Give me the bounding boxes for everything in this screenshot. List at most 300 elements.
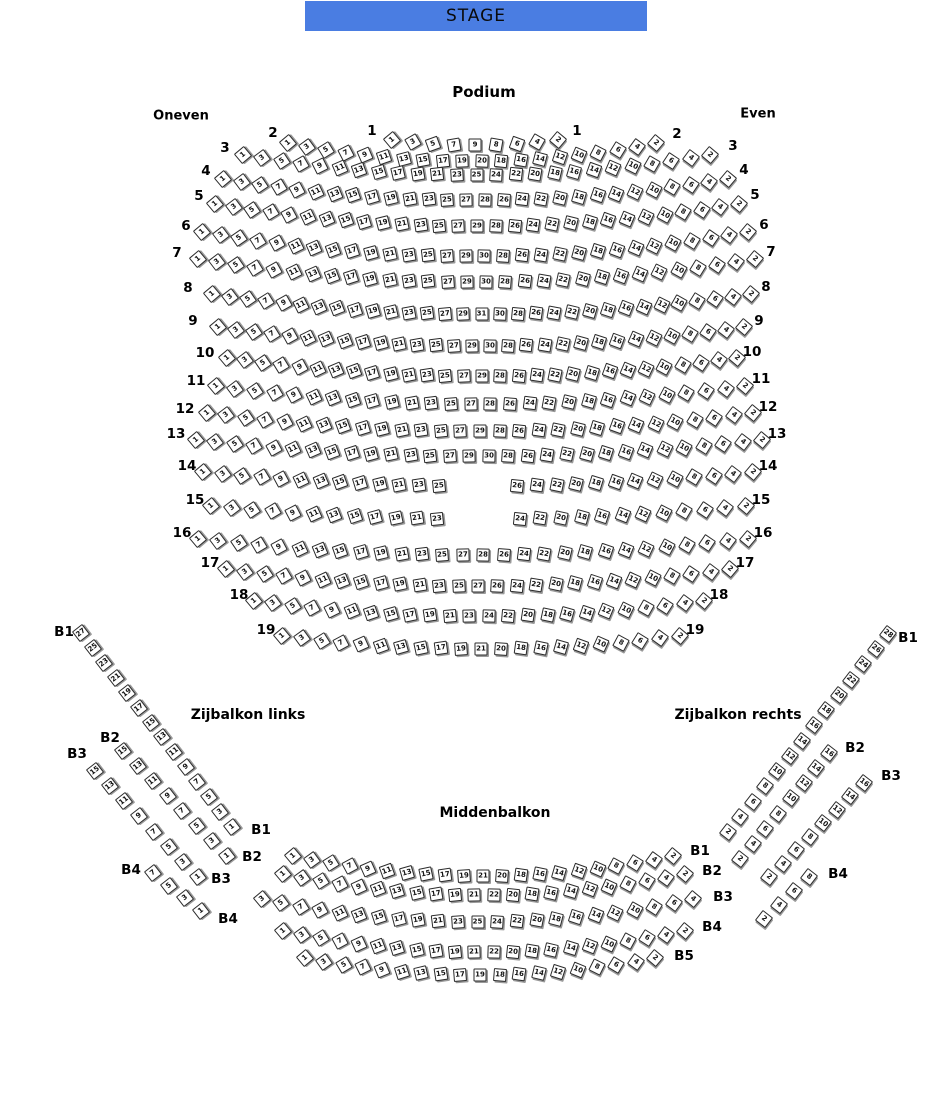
seat-podium-6-19[interactable] (363, 245, 379, 261)
seat-zijbalkon-links-B3-1[interactable] (189, 868, 207, 886)
seat-podium-17-11[interactable] (314, 571, 331, 588)
seat-podium-3-15[interactable] (371, 163, 387, 179)
seat-podium-17-12[interactable] (625, 571, 642, 588)
seat-podium-9-23[interactable] (410, 337, 425, 352)
seat-middenbalkon-B2-7[interactable] (331, 875, 349, 893)
seat-zijbalkon-rechts-B1-8[interactable] (756, 777, 774, 795)
seat-podium-7-22[interactable] (556, 272, 571, 287)
seat-podium-17-23[interactable] (432, 578, 446, 592)
seat-zijbalkon-rechts-B1-18[interactable] (817, 701, 835, 719)
seat-podium-13-8[interactable] (695, 437, 713, 455)
seat-podium-9-15[interactable] (336, 333, 353, 350)
seat-podium-4-23[interactable] (421, 192, 436, 207)
seat-podium-7-18[interactable] (594, 269, 610, 285)
seat-podium-7-28[interactable] (498, 275, 512, 289)
seat-podium-11-26[interactable] (503, 397, 517, 411)
seat-podium-3-21[interactable] (430, 167, 444, 181)
seat-podium-2-8[interactable] (590, 144, 608, 162)
seat-podium-17-14[interactable] (606, 573, 623, 590)
seat-middenbalkon-B4-9[interactable] (350, 935, 367, 952)
seat-podium-5-7[interactable] (262, 203, 280, 221)
seat-podium-3-25[interactable] (470, 169, 483, 182)
seat-podium-4-20[interactable] (552, 190, 568, 206)
seat-middenbalkon-B4-1[interactable] (274, 922, 292, 940)
seat-podium-6-27[interactable] (440, 249, 454, 263)
seat-podium-6-21[interactable] (382, 246, 397, 261)
seat-zijbalkon-rechts-B1-6[interactable] (743, 792, 761, 810)
seat-podium-19-20[interactable] (494, 642, 508, 656)
seat-zijbalkon-links-B3-9[interactable] (130, 807, 148, 825)
seat-podium-9-6[interactable] (699, 323, 717, 341)
seat-podium-9-16[interactable] (609, 333, 626, 350)
seat-middenbalkon-B3-12[interactable] (607, 904, 624, 921)
seat-podium-11-10[interactable] (658, 386, 676, 404)
seat-zijbalkon-links-B1-21[interactable] (107, 669, 125, 687)
seat-zijbalkon-links-B2-3[interactable] (203, 832, 221, 850)
seat-zijbalkon-rechts-B1-16[interactable] (805, 716, 823, 734)
seat-podium-7-11[interactable] (285, 263, 302, 280)
seat-middenbalkon-B2-5[interactable] (312, 872, 330, 890)
seat-podium-6-28[interactable] (496, 249, 510, 263)
seat-podium-16-18[interactable] (577, 544, 593, 560)
seat-middenbalkon-B3-11[interactable] (331, 904, 348, 921)
seat-podium-11-21[interactable] (404, 395, 419, 410)
seat-podium-6-20[interactable] (571, 245, 587, 261)
seat-podium-8-13[interactable] (311, 298, 328, 315)
seat-middenbalkon-B5-10[interactable] (569, 961, 586, 978)
seat-podium-16-21[interactable] (394, 546, 409, 561)
seat-podium-2-14[interactable] (532, 151, 548, 167)
seat-podium-1-5[interactable] (425, 135, 442, 152)
seat-podium-14-18[interactable] (588, 475, 604, 491)
seat-zijbalkon-rechts-B1-26[interactable] (867, 640, 885, 658)
seat-podium-13-10[interactable] (675, 439, 693, 457)
seat-podium-6-7[interactable] (249, 232, 267, 250)
seat-podium-8-15[interactable] (329, 300, 346, 317)
seat-middenbalkon-B3-18[interactable] (548, 911, 564, 927)
seat-podium-7-15[interactable] (324, 267, 341, 284)
seat-podium-16-28[interactable] (477, 548, 490, 561)
seat-podium-14-25[interactable] (432, 479, 446, 493)
seat-podium-15-11[interactable] (305, 505, 322, 522)
seat-podium-15-20[interactable] (553, 510, 568, 525)
seat-podium-17-24[interactable] (510, 578, 524, 592)
seat-middenbalkon-B4-8[interactable] (619, 932, 637, 950)
seat-podium-14-24[interactable] (530, 478, 545, 493)
seat-middenbalkon-B4-13[interactable] (389, 940, 405, 956)
seat-zijbalkon-links-B2-9[interactable] (158, 787, 176, 805)
seat-podium-6-3[interactable] (212, 226, 230, 244)
seat-podium-12-24[interactable] (531, 423, 546, 438)
seat-podium-13-30[interactable] (482, 449, 495, 462)
seat-podium-15-5[interactable] (243, 501, 261, 519)
seat-podium-5-12[interactable] (637, 208, 654, 225)
seat-podium-5-19[interactable] (375, 215, 391, 231)
seat-podium-13-7[interactable] (245, 437, 263, 455)
seat-podium-3-4[interactable] (682, 149, 700, 167)
seat-podium-4-25[interactable] (440, 193, 454, 207)
seat-middenbalkon-B4-20[interactable] (506, 944, 520, 958)
seat-podium-12-10[interactable] (666, 413, 684, 431)
seat-podium-14-9[interactable] (273, 470, 291, 488)
seat-middenbalkon-B2-8[interactable] (619, 875, 637, 893)
seat-podium-17-18[interactable] (567, 575, 583, 591)
seat-podium-12-23[interactable] (414, 423, 429, 438)
seat-podium-16-20[interactable] (557, 545, 573, 561)
seat-podium-6-10[interactable] (664, 235, 682, 253)
seat-podium-16-10[interactable] (658, 538, 676, 556)
seat-podium-4-19[interactable] (383, 190, 399, 206)
seat-podium-18-11[interactable] (343, 603, 360, 620)
seat-podium-18-14[interactable] (579, 604, 596, 621)
seat-zijbalkon-rechts-B2-12[interactable] (794, 774, 812, 792)
seat-middenbalkon-B1-18[interactable] (514, 868, 529, 883)
seat-podium-2-15[interactable] (416, 152, 431, 167)
seat-podium-1-1[interactable] (383, 131, 401, 149)
seat-middenbalkon-B5-19[interactable] (474, 969, 487, 982)
seat-podium-4-3[interactable] (232, 173, 250, 191)
seat-podium-19-11[interactable] (373, 637, 390, 654)
seat-podium-15-23[interactable] (430, 512, 444, 526)
seat-podium-4-16[interactable] (589, 187, 606, 204)
seat-middenbalkon-B4-11[interactable] (370, 938, 387, 955)
seat-middenbalkon-B5-18[interactable] (493, 968, 507, 982)
seat-middenbalkon-B2-15[interactable] (409, 885, 425, 901)
seat-podium-17-21[interactable] (412, 578, 427, 593)
seat-middenbalkon-B5-5[interactable] (335, 956, 353, 974)
seat-middenbalkon-B1-1[interactable] (284, 847, 302, 865)
seat-podium-17-8[interactable] (663, 567, 681, 585)
seat-podium-6-15[interactable] (325, 241, 342, 258)
seat-podium-3-17[interactable] (391, 165, 407, 181)
seat-podium-3-16[interactable] (566, 163, 582, 179)
seat-podium-13-21[interactable] (383, 447, 398, 462)
seat-podium-19-1[interactable] (273, 627, 291, 645)
seat-podium-4-15[interactable] (345, 187, 362, 204)
seat-podium-9-21[interactable] (391, 336, 406, 351)
seat-zijbalkon-rechts-B1-22[interactable] (842, 671, 860, 689)
seat-zijbalkon-rechts-B3-8[interactable] (801, 828, 819, 846)
seat-podium-10-25[interactable] (438, 369, 452, 383)
seat-podium-16-6[interactable] (698, 534, 716, 552)
seat-podium-10-11[interactable] (309, 360, 326, 377)
seat-podium-12-12[interactable] (647, 415, 664, 432)
seat-podium-19-3[interactable] (293, 629, 311, 647)
seat-podium-12-15[interactable] (335, 418, 352, 435)
seat-podium-16-8[interactable] (678, 536, 696, 554)
seat-podium-14-19[interactable] (372, 476, 388, 492)
seat-zijbalkon-rechts-B4-2[interactable] (755, 910, 773, 928)
seat-podium-4-10[interactable] (645, 181, 663, 199)
seat-podium-13-28[interactable] (501, 449, 515, 463)
seat-middenbalkon-B3-14[interactable] (587, 907, 604, 924)
seat-podium-6-12[interactable] (646, 237, 663, 254)
seat-podium-13-11[interactable] (285, 440, 302, 457)
seat-middenbalkon-B2-4[interactable] (657, 869, 675, 887)
seat-podium-18-7[interactable] (304, 599, 322, 617)
seat-zijbalkon-rechts-B4-8[interactable] (800, 868, 818, 886)
seat-middenbalkon-B5-1[interactable] (296, 949, 314, 967)
seat-podium-8-27[interactable] (438, 307, 452, 321)
seat-podium-12-1[interactable] (198, 404, 216, 422)
seat-podium-11-23[interactable] (424, 396, 439, 411)
seat-podium-10-26[interactable] (511, 369, 525, 383)
seat-podium-11-14[interactable] (619, 390, 636, 407)
seat-zijbalkon-links-B4-5[interactable] (160, 877, 178, 895)
seat-podium-8-6[interactable] (706, 290, 724, 308)
seat-middenbalkon-B2-17[interactable] (428, 886, 443, 901)
seat-podium-11-9[interactable] (285, 386, 303, 404)
seat-podium-6-14[interactable] (627, 239, 644, 256)
seat-podium-12-11[interactable] (296, 415, 313, 432)
seat-podium-19-4[interactable] (651, 629, 669, 647)
seat-podium-9-12[interactable] (645, 329, 662, 346)
seat-podium-2-17[interactable] (436, 153, 450, 167)
seat-podium-14-1[interactable] (194, 463, 212, 481)
seat-podium-3-7[interactable] (292, 155, 310, 173)
seat-podium-13-12[interactable] (656, 440, 673, 457)
seat-middenbalkon-B5-12[interactable] (550, 963, 566, 979)
seat-podium-5-4[interactable] (711, 198, 729, 216)
seat-podium-6-6[interactable] (702, 229, 720, 247)
seat-podium-16-25[interactable] (435, 548, 449, 562)
seat-podium-14-22[interactable] (549, 477, 564, 492)
seat-podium-5-21[interactable] (394, 217, 409, 232)
seat-podium-10-17[interactable] (364, 365, 380, 381)
seat-middenbalkon-B4-5[interactable] (312, 929, 330, 947)
seat-podium-16-14[interactable] (618, 542, 635, 559)
seat-podium-18-8[interactable] (637, 599, 655, 617)
seat-podium-4-5[interactable] (251, 176, 269, 194)
seat-podium-13-4[interactable] (733, 433, 751, 451)
seat-podium-19-15[interactable] (413, 640, 428, 655)
seat-podium-9-19[interactable] (373, 335, 389, 351)
seat-podium-18-24[interactable] (482, 609, 495, 622)
seat-middenbalkon-B2-2[interactable] (676, 865, 694, 883)
seat-podium-7-12[interactable] (651, 263, 668, 280)
seat-podium-11-24[interactable] (522, 396, 537, 411)
seat-podium-6-2[interactable] (739, 223, 757, 241)
seat-podium-5-26[interactable] (507, 218, 521, 232)
seat-middenbalkon-B1-10[interactable] (589, 860, 606, 877)
seat-podium-12-6[interactable] (705, 409, 723, 427)
seat-podium-5-10[interactable] (656, 206, 674, 224)
seat-podium-15-3[interactable] (222, 499, 240, 517)
seat-middenbalkon-B4-12[interactable] (581, 938, 598, 955)
seat-middenbalkon-B3-16[interactable] (568, 909, 584, 925)
seat-podium-18-23[interactable] (462, 609, 475, 622)
seat-zijbalkon-links-B3-5[interactable] (159, 838, 177, 856)
seat-podium-12-14[interactable] (628, 417, 645, 434)
seat-zijbalkon-links-B1-11[interactable] (165, 743, 183, 761)
seat-podium-19-17[interactable] (434, 641, 449, 656)
seat-podium-6-29[interactable] (459, 249, 472, 262)
seat-podium-12-13[interactable] (315, 417, 332, 434)
seat-zijbalkon-links-B1-13[interactable] (153, 728, 171, 746)
seat-podium-9-18[interactable] (591, 334, 607, 350)
seat-podium-3-1[interactable] (234, 146, 252, 164)
seat-podium-8-10[interactable] (671, 294, 689, 312)
seat-podium-10-12[interactable] (638, 360, 655, 377)
seat-podium-7-6[interactable] (708, 256, 726, 274)
seat-podium-10-20[interactable] (565, 366, 581, 382)
seat-podium-5-16[interactable] (600, 212, 617, 229)
seat-podium-7-19[interactable] (362, 271, 378, 287)
seat-podium-3-14[interactable] (585, 162, 602, 179)
seat-podium-8-20[interactable] (582, 303, 598, 319)
seat-podium-10-28[interactable] (493, 369, 507, 383)
seat-zijbalkon-rechts-B2-4[interactable] (744, 835, 762, 853)
seat-podium-9-13[interactable] (318, 331, 335, 348)
seat-podium-4-8[interactable] (663, 178, 681, 196)
seat-podium-13-9[interactable] (265, 439, 283, 457)
seat-zijbalkon-links-B1-25[interactable] (83, 639, 101, 657)
seat-podium-9-9[interactable] (281, 327, 299, 345)
seat-podium-3-18[interactable] (547, 165, 563, 181)
seat-middenbalkon-B2-10[interactable] (600, 878, 617, 895)
seat-podium-13-15[interactable] (324, 443, 341, 460)
seat-podium-9-8[interactable] (681, 325, 699, 343)
seat-podium-9-4[interactable] (717, 320, 735, 338)
seat-podium-7-5[interactable] (227, 256, 245, 274)
seat-podium-8-24[interactable] (546, 305, 561, 320)
seat-podium-11-18[interactable] (580, 393, 596, 409)
seat-middenbalkon-B4-3[interactable] (293, 926, 311, 944)
seat-podium-3-23[interactable] (450, 168, 464, 182)
seat-podium-15-13[interactable] (326, 507, 343, 524)
seat-podium-5-24[interactable] (526, 218, 541, 233)
seat-podium-10-27[interactable] (457, 369, 471, 383)
seat-podium-13-23[interactable] (403, 448, 418, 463)
seat-podium-5-29[interactable] (471, 220, 484, 233)
seat-podium-16-15[interactable] (332, 543, 349, 560)
seat-podium-10-24[interactable] (529, 368, 544, 383)
seat-podium-1-6[interactable] (508, 135, 525, 152)
seat-podium-8-28[interactable] (510, 307, 524, 321)
seat-podium-12-17[interactable] (355, 420, 371, 436)
seat-podium-13-1[interactable] (187, 431, 205, 449)
seat-zijbalkon-links-B3-3[interactable] (174, 853, 192, 871)
seat-middenbalkon-B2-21[interactable] (468, 888, 481, 901)
seat-podium-2-20[interactable] (475, 154, 488, 167)
seat-zijbalkon-rechts-B3-16[interactable] (855, 774, 873, 792)
seat-podium-7-10[interactable] (670, 261, 688, 279)
seat-podium-7-14[interactable] (632, 266, 649, 283)
seat-podium-4-14[interactable] (608, 185, 625, 202)
seat-podium-8-5[interactable] (239, 290, 257, 308)
seat-podium-6-16[interactable] (608, 241, 625, 258)
seat-podium-13-3[interactable] (206, 433, 224, 451)
seat-podium-11-11[interactable] (305, 388, 322, 405)
seat-zijbalkon-links-B1-1[interactable] (223, 818, 241, 836)
seat-podium-19-18[interactable] (514, 641, 529, 656)
seat-podium-11-19[interactable] (384, 394, 400, 410)
seat-podium-6-9[interactable] (268, 235, 286, 253)
seat-podium-11-27[interactable] (464, 397, 477, 410)
seat-podium-12-29[interactable] (474, 425, 487, 438)
seat-podium-12-5[interactable] (237, 409, 255, 427)
seat-podium-14-11[interactable] (292, 472, 309, 489)
seat-podium-16-26[interactable] (497, 548, 511, 562)
seat-podium-17-15[interactable] (353, 574, 369, 590)
seat-middenbalkon-B3-24[interactable] (490, 915, 504, 929)
seat-podium-4-24[interactable] (515, 192, 530, 207)
seat-podium-12-4[interactable] (724, 406, 742, 424)
seat-podium-14-5[interactable] (233, 467, 251, 485)
seat-podium-6-17[interactable] (344, 243, 360, 259)
seat-podium-7-25[interactable] (421, 274, 435, 288)
seat-podium-15-8[interactable] (675, 502, 693, 520)
seat-zijbalkon-rechts-B2-2[interactable] (731, 850, 749, 868)
seat-podium-17-1[interactable] (217, 560, 235, 578)
seat-podium-13-6[interactable] (714, 435, 732, 453)
seat-zijbalkon-links-B2-7[interactable] (173, 802, 191, 820)
seat-middenbalkon-B2-14[interactable] (563, 883, 579, 899)
seat-podium-8-2[interactable] (742, 285, 760, 303)
seat-middenbalkon-B4-17[interactable] (428, 943, 443, 958)
seat-podium-12-28[interactable] (493, 424, 507, 438)
seat-podium-9-11[interactable] (300, 329, 317, 346)
seat-middenbalkon-B4-2[interactable] (676, 922, 694, 940)
seat-podium-5-15[interactable] (337, 212, 354, 229)
seat-middenbalkon-B4-6[interactable] (638, 929, 656, 947)
seat-zijbalkon-rechts-B3-4[interactable] (773, 854, 791, 872)
seat-podium-5-13[interactable] (318, 210, 335, 227)
seat-podium-8-25[interactable] (420, 306, 435, 321)
seat-middenbalkon-B1-8[interactable] (608, 857, 626, 875)
seat-podium-11-3[interactable] (226, 379, 244, 397)
seat-podium-8-23[interactable] (402, 305, 417, 320)
seat-podium-9-17[interactable] (355, 334, 371, 350)
seat-podium-14-4[interactable] (724, 465, 742, 483)
seat-podium-10-9[interactable] (291, 358, 309, 376)
seat-middenbalkon-B4-19[interactable] (448, 944, 462, 958)
seat-zijbalkon-links-B1-23[interactable] (95, 654, 113, 672)
seat-podium-19-8[interactable] (612, 634, 630, 652)
seat-podium-11-28[interactable] (484, 397, 497, 410)
seat-podium-14-3[interactable] (213, 465, 231, 483)
seat-zijbalkon-rechts-B1-24[interactable] (854, 655, 872, 673)
seat-middenbalkon-B3-13[interactable] (351, 907, 368, 924)
seat-podium-3-20[interactable] (528, 166, 543, 181)
seat-podium-14-13[interactable] (312, 473, 329, 490)
seat-podium-8-8[interactable] (688, 292, 706, 310)
seat-middenbalkon-B3-5[interactable] (272, 894, 290, 912)
seat-podium-5-18[interactable] (582, 214, 598, 230)
seat-podium-16-19[interactable] (373, 545, 389, 561)
seat-podium-10-7[interactable] (272, 356, 290, 374)
seat-podium-8-26[interactable] (528, 306, 543, 321)
seat-zijbalkon-rechts-B1-14[interactable] (793, 731, 811, 749)
seat-podium-7-30[interactable] (479, 275, 492, 288)
seat-middenbalkon-B5-15[interactable] (433, 967, 448, 982)
seat-podium-14-7[interactable] (253, 468, 271, 486)
seat-middenbalkon-B1-9[interactable] (360, 860, 377, 877)
seat-middenbalkon-B3-22[interactable] (510, 914, 525, 929)
seat-podium-12-21[interactable] (394, 422, 409, 437)
seat-podium-9-1[interactable] (209, 318, 227, 336)
seat-podium-16-11[interactable] (291, 540, 308, 557)
seat-podium-5-25[interactable] (432, 218, 446, 232)
seat-podium-18-15[interactable] (383, 606, 399, 622)
seat-podium-5-6[interactable] (693, 201, 711, 219)
seat-middenbalkon-B1-19[interactable] (457, 869, 471, 883)
seat-podium-5-27[interactable] (451, 219, 465, 233)
seat-middenbalkon-B1-11[interactable] (379, 863, 396, 880)
seat-podium-4-22[interactable] (534, 191, 549, 206)
seat-zijbalkon-rechts-B1-12[interactable] (780, 747, 798, 765)
seat-middenbalkon-B1-20[interactable] (495, 869, 509, 883)
